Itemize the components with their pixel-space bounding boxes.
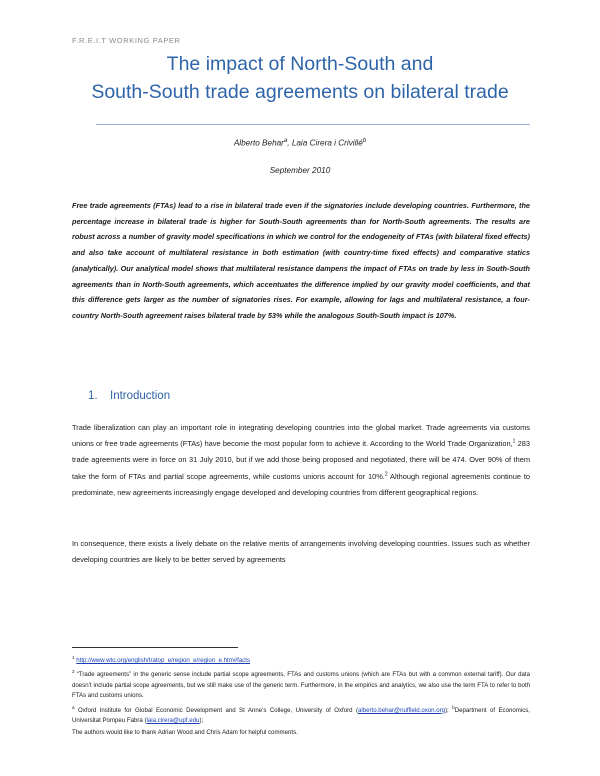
title-divider	[96, 124, 530, 125]
affiliation-text: );	[199, 717, 204, 725]
footnote-2	[72, 667, 530, 701]
author-separator: ,	[287, 138, 292, 148]
footnote-mark: b	[452, 704, 455, 710]
series-label: F.R.E.I.T WORKING PAPER	[72, 36, 181, 45]
affiliation-text: );	[445, 706, 453, 714]
affiliation-text: Oxford Institute for Global Economic Development and St Anne’s College, University of Oxford (	[74, 706, 358, 714]
paragraph-text: Although regional agreements continue to predominate, new agreements increasingly engage developed and developing countries from different geographical regions.	[72, 471, 531, 497]
footnote-mark: 2	[72, 669, 75, 675]
author-2-affiliation: b	[362, 138, 367, 144]
footnote-1	[72, 653, 530, 666]
footnote-affiliations	[72, 703, 530, 727]
intro-paragraph-2: In consequence, there exists a lively debate on the relative merits of arrangements involving developing countries. Issues such as whether developing countries are likely to be better served by agreements	[72, 539, 530, 565]
author-2: Laia Cirera i Crivillé	[291, 138, 363, 148]
author-2-email-link[interactable]: laia.cirera@upf.edu	[146, 717, 200, 725]
paragraph-text: Trade liberalization can play an important role in integrating developing countries into the global market. Trade agreements via customs unions or free trade agreements (FTAs) have become the most popular form to achieve it. According to the World Trade Organization,	[72, 423, 530, 449]
footnote-ref[interactable]: 2	[384, 471, 388, 478]
publication-date: September 2010	[269, 166, 331, 175]
footnote-mark: 1	[72, 655, 75, 660]
author-line	[0, 138, 600, 148]
footnote-mark: a	[72, 704, 75, 710]
paragraph-text: 283 trade agreements were in force on 31 July 2010, but if we add those being proposed and negotiated, there will be 474. Over 90% of them take the form of FTAs and partial scope agreements, while customs unions account for 10%.	[72, 439, 531, 481]
title-line-2: South-South trade agreements on bilateral trade	[91, 81, 509, 103]
acknowledgements: The authors would like to thank Adrian Wood and Chris Adam for helpful comments.	[72, 728, 298, 736]
intro-paragraph-1	[72, 420, 530, 501]
footnote-link[interactable]: http://www.wto.org/english/tratop_e/region_e/region_e.htm#facts	[76, 657, 251, 665]
footnote-ref[interactable]: 1	[512, 438, 516, 445]
author-1-affiliation: a	[283, 138, 288, 144]
footnote-text: “Trade agreements” in the generic sense include partial scope agreements, FTAs and customs unions (which are FTAs but with a common external tariff). Our data doesn’t include partial scope agreements, but we still make use of the generic term. Furthermore, in the empirics and analytics, we also use the term FTA to refer to both FTAs and customs unions.	[72, 671, 530, 700]
affiliation-text: Department of Economics, Universitat Pompeu Fabra (	[72, 706, 530, 725]
section-heading	[88, 390, 170, 402]
abstract: Free trade agreements (FTAs) lead to a rise in bilateral trade even if the signatories include developing countries. Furthermore, the percentage increase in bilateral trade is higher for South-South agreements than for North-South agreements. The results are robust across a number of gravity model specifications in which we control for the endogeneity of FTAs (with bilateral fixed effects) and also take account of multilateral resistance in both estimation (with country-time fixed effects) and comparative statics (analytically). Our analytical model shows that multilateral resistance dampens the impact of FTAs on trade by less in South-South agreements than in North-South agreements, which accentuates the difference implied by our gravity model coefficients, and that this difference gets larger as the number of signatories rises. For example, allowing for lags and multilateral resistance, a four-country North-South agreement raises bilateral trade by 53% while the analogous South-South impact is 107%.	[72, 201, 530, 320]
section-title: Introduction	[110, 390, 171, 402]
footnotes	[72, 653, 530, 739]
author-1: Alberto Behar	[233, 138, 284, 148]
author-1-email-link[interactable]: alberto.behar@nuffield.oxon.org	[357, 706, 446, 714]
title-line-1: The impact of North-South and	[166, 53, 434, 75]
section-number: 1.	[88, 390, 98, 402]
footnote-divider	[72, 647, 238, 648]
paper-title	[30, 50, 570, 106]
